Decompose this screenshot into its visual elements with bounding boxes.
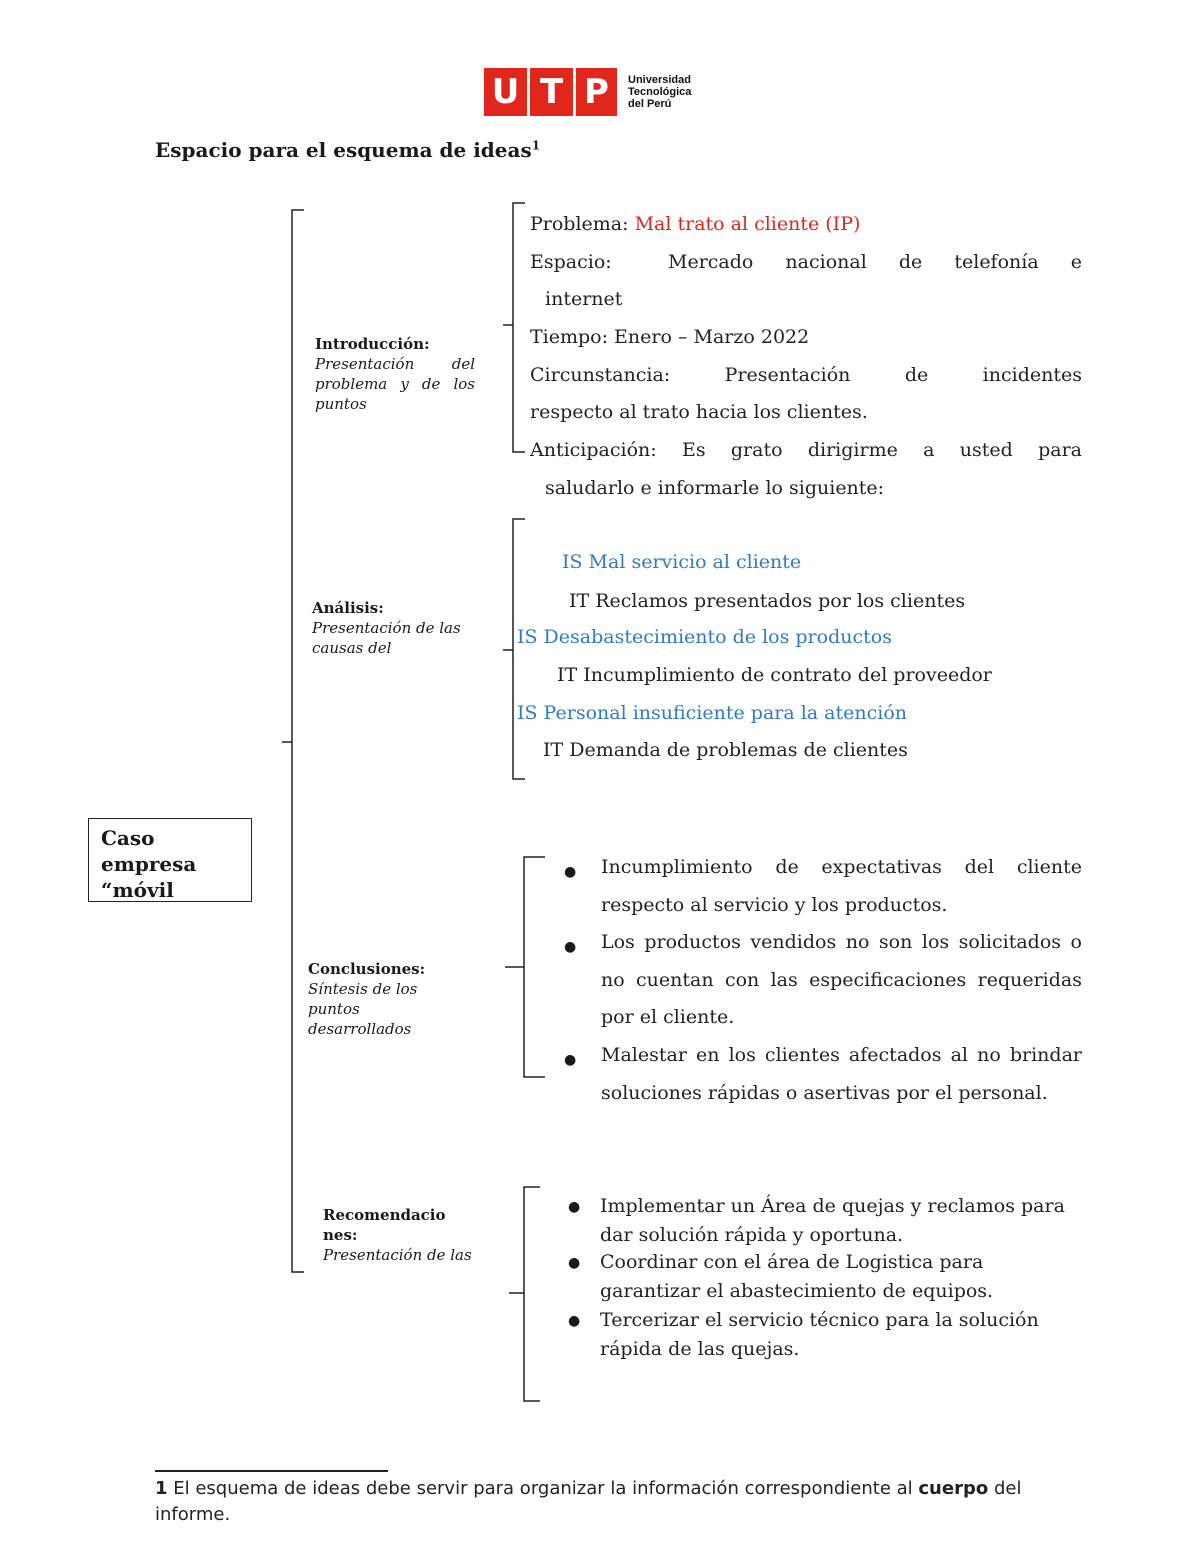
recomendacion-item: Coordinar con el área de Logistica para garantizar el abastecimiento de equipos. (600, 1251, 994, 1302)
analisis-heading: Análisis: (312, 599, 384, 617)
logo-letter-t: T (530, 68, 573, 116)
logo-line-2: Tecnológica (628, 86, 692, 98)
footnote-number: 1 (155, 1478, 168, 1499)
section-recomendaciones (323, 1205, 473, 1285)
section-analisis (312, 598, 462, 658)
analisis-item: IS Mal servicio al cliente (562, 551, 802, 573)
recomendacion-item: Tercerizar el servicio técnico para la solución rápida de las quejas. (600, 1309, 1039, 1360)
analisis-item: IS Desabastecimiento de los productos (517, 626, 892, 648)
bullet-icon: ● (564, 1052, 577, 1068)
bullet-icon: ● (564, 864, 577, 880)
logo-letter-u: U (484, 68, 527, 116)
footnote-text-end: del informe. (155, 1478, 1022, 1525)
root-line-3: “móvil (101, 878, 174, 902)
intro-circunstancia-line2: respecto al trato hacia los clientes. (530, 401, 868, 423)
problema-value: Mal trato al cliente (IP) (634, 213, 861, 235)
analisis-item: IS Personal insuficiente para la atención (517, 702, 908, 724)
title-text: Espacio para el esquema de ideas (155, 138, 532, 162)
intro-description: Presentación del problema y de los puntos (315, 355, 475, 413)
footnote-separator (155, 1470, 388, 1472)
bullet-icon: ● (564, 939, 577, 955)
analisis-item: IT Incumplimiento de contrato del proveedor (557, 664, 992, 686)
footnote (155, 1476, 1085, 1528)
espacio-label: Espacio: (530, 251, 612, 273)
recomendaciones-heading: Recomendacio nes: (323, 1206, 446, 1244)
conclusiones-description: Síntesis de los puntos desarrollados (308, 980, 418, 1038)
root-node-box (88, 818, 252, 902)
section-conclusiones (308, 959, 458, 1039)
espacio-value: Mercado nacional de telefonía e (668, 251, 1082, 273)
logo-letter-p: P (576, 68, 617, 116)
conclusion-item: Los productos vendidos no son los solicitados o no cuentan con las especificaciones requeridas por el cliente. (601, 931, 1082, 1028)
intro-circunstancia: Circunstancia: Presentación de incidentes (530, 364, 1082, 386)
intro-anticipacion: Anticipación: Es grato dirigirme a usted para (530, 439, 1082, 461)
espacio-value-line2: internet (545, 288, 623, 310)
section-intro (315, 334, 475, 414)
bullet-icon: ● (568, 1313, 581, 1329)
conclusion-item: Malestar en los clientes afectados al no brindar soluciones rápidas o asertivas por el personal. (601, 1044, 1082, 1104)
analisis-description: Presentación de las causas del (312, 619, 461, 657)
intro-heading: Introducción: (315, 335, 430, 353)
title-footnote-ref: 1 (531, 138, 541, 153)
bullet-icon: ● (568, 1255, 581, 1271)
recomendacion-item: Implementar un Área de quejas y reclamos para dar solución rápida y oportuna. (600, 1195, 1065, 1246)
recomendaciones-description: Presentación de las (323, 1246, 472, 1264)
footnote-bold: cuerpo (918, 1478, 989, 1499)
root-line-2: empresa (101, 852, 197, 876)
recomendaciones-bracket (509, 1187, 540, 1401)
intro-problema (530, 213, 860, 235)
conclusiones-heading: Conclusiones: (308, 960, 426, 978)
bullet-icon: ● (568, 1199, 581, 1215)
intro-bracket (503, 203, 525, 452)
main-bracket (282, 210, 304, 1272)
analisis-item: IT Reclamos presentados por los clientes (569, 590, 966, 612)
conclusion-item: Incumplimiento de expectativas del cliente respecto al servicio y los productos. (601, 856, 1082, 916)
problema-label: Problema: (530, 213, 635, 235)
intro-anticipacion-line2: saludarlo e informarle lo siguiente: (545, 477, 885, 499)
analisis-item: IT Demanda de problemas de clientes (543, 739, 908, 761)
logo-line-1: Universidad (628, 74, 691, 86)
root-line-1: Caso (101, 826, 155, 850)
conclusiones-bracket (505, 857, 545, 1077)
logo-line-3: del Perú (628, 98, 672, 110)
footnote-text: El esquema de ideas debe servir para organizar la información correspondiente al (167, 1478, 919, 1499)
intro-tiempo: Tiempo: Enero – Marzo 2022 (530, 326, 810, 348)
analisis-bracket (503, 519, 525, 779)
